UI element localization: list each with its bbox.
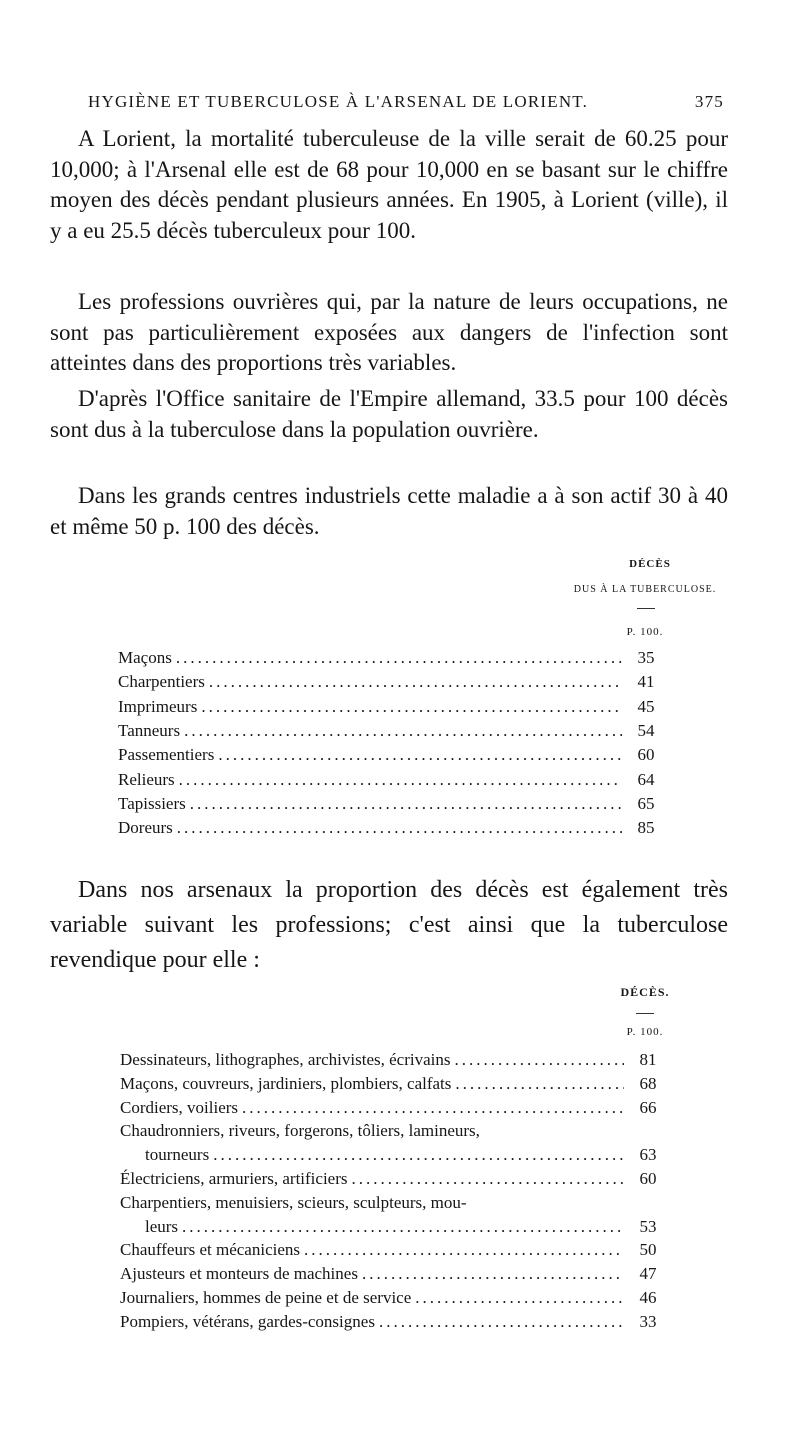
table1-row	[118, 770, 666, 790]
table2-unit: P. 100.	[626, 1026, 664, 1038]
table2-row	[120, 1074, 668, 1094]
table2-row	[120, 1050, 668, 1070]
table1-row	[118, 721, 666, 741]
table1-row-label: Doreurs	[118, 818, 173, 838]
table2-row-label: Ajusteurs et monteurs de machines	[120, 1264, 358, 1284]
table2-row-leader-dots	[415, 1288, 624, 1308]
table2-row-label: tourneurs	[145, 1145, 210, 1165]
paragraph-2: Les professions ouvrières qui, par la nature de leurs occupations, ne sont pas particulièrement exposées aux dangers de l'infection sont atteintes dans des proportions très variables.	[50, 289, 728, 375]
table1-header-line1: DÉCÈS	[629, 558, 671, 570]
table1-row-label: Tanneurs	[118, 720, 181, 740]
table2-row	[145, 1217, 668, 1237]
table2-row	[120, 1169, 668, 1189]
paragraph-3: D'après l'Office sanitaire de l'Empire allemand, 33.5 pour 100 décès sont dus à la tuberculose dans la population ouvrière.	[50, 386, 728, 442]
table2-row-label: Maçons, couvreurs, jardiniers, plombiers, calfats	[120, 1073, 452, 1093]
table2-row-leader-dots	[362, 1264, 624, 1284]
table1-row	[118, 697, 666, 717]
table1-row-value: 41	[637, 672, 655, 692]
table2-row-label: Journaliers, hommes de peine et de service	[120, 1288, 412, 1307]
table1-row-leader-dots	[179, 770, 622, 790]
running-header	[88, 92, 724, 112]
table1-row-label: Passementiers	[118, 745, 215, 765]
table2-row-value: 68	[639, 1073, 657, 1093]
table2-row	[120, 1240, 668, 1260]
table1-header-rule	[637, 608, 655, 609]
table1-header-line2: DUS À LA TUBERCULOSE.	[573, 584, 717, 595]
table2-row-value: 60	[639, 1169, 657, 1188]
table2-row	[120, 1288, 668, 1308]
table2-row-value: 33	[639, 1311, 657, 1331]
table1-unit: P. 100.	[626, 626, 664, 638]
table2-row-label: Chauffeurs et mécaniciens	[120, 1240, 301, 1260]
table2-row-leader-dots	[213, 1145, 624, 1165]
paragraph-5: Dans nos arsenaux la proportion des décès est également très variable suivant les professions; c'est ainsi que la tuberculose revendique pour elle :	[50, 877, 728, 973]
table2-row-leader-dots	[304, 1240, 624, 1260]
table2-row-leader-dots	[455, 1074, 624, 1094]
table1-row-leader-dots	[209, 672, 622, 692]
page-number: 375	[694, 92, 724, 111]
table1-row-label: Imprimeurs	[118, 696, 198, 716]
table2-row-value: 63	[639, 1145, 657, 1165]
table2-row-value: 81	[639, 1050, 657, 1069]
table1-row-value: 64	[637, 769, 655, 789]
table2-row-leader-dots	[379, 1312, 624, 1332]
table2-row-leader-dots	[182, 1217, 624, 1237]
table2-row-leader-dots	[352, 1169, 625, 1189]
table2-row-label-line1: Charpentiers, menuisiers, scieurs, sculpteurs, mou-	[120, 1192, 467, 1212]
table1-row-label: Relieurs	[118, 769, 175, 789]
table2-row-value: 50	[639, 1240, 657, 1260]
table2-row	[120, 1264, 668, 1284]
table1-row	[118, 672, 666, 692]
table2-row	[120, 1098, 668, 1118]
table2-row-leader-dots	[454, 1050, 624, 1070]
table2-row-label: leurs	[145, 1216, 179, 1236]
running-title: HYGIÈNE ET TUBERCULOSE À L'ARSENAL DE LORIENT.	[88, 92, 589, 111]
table2-row-label: Cordiers, voiliers	[120, 1097, 239, 1117]
paragraph-1: A Lorient, la mortalité tuberculeuse de la ville serait de 60.25 pour 10,000; à l'Arsenal elle est de 68 pour 10,000 en se basant sur le chiffre moyen des décès pendant plusieurs années. En 1905, à Lorient (ville), il y a eu 25.5 décès tuberculeux pour 100.	[50, 126, 728, 243]
table2-row	[145, 1145, 668, 1165]
table1-row	[118, 818, 666, 838]
table1-row-value: 45	[637, 696, 655, 716]
table1-row-value: 65	[637, 793, 655, 813]
table2-row-value: 53	[639, 1216, 657, 1236]
table2-row-value: 66	[639, 1097, 657, 1117]
table2-row-value: 46	[639, 1288, 657, 1307]
table1-row-value: 85	[637, 818, 655, 838]
table1-row-value: 35	[637, 648, 655, 667]
table1-row-leader-dots	[218, 745, 622, 765]
table1-row-label: Charpentiers	[118, 672, 205, 692]
table1-row-leader-dots	[176, 648, 622, 668]
table2-row-label: Pompiers, vétérans, gardes-consignes	[120, 1311, 375, 1331]
table1-row-leader-dots	[184, 721, 622, 741]
table2-header: DÉCÈS.	[620, 985, 670, 999]
table2-header-rule	[636, 1013, 654, 1014]
table2-row	[120, 1312, 668, 1332]
table1-row-value: 60	[637, 745, 655, 765]
table2-row-label: Dessinateurs, lithographes, archivistes, écrivains	[120, 1050, 451, 1069]
table2-row-label: Électriciens, armuriers, artificiers	[120, 1169, 348, 1188]
table1-row	[118, 794, 666, 814]
table1-row-leader-dots	[201, 697, 622, 717]
table1-row-label: Tapissiers	[118, 793, 186, 813]
table1-row-label: Maçons	[118, 648, 172, 667]
table1-row	[118, 745, 666, 765]
table2-row-leader-dots	[242, 1098, 624, 1118]
paragraph-4: Dans les grands centres industriels cette maladie a à son actif 30 à 40 et même 50 p. 100 des décès.	[50, 483, 728, 539]
table2-row-label-line1: Chaudronniers, riveurs, forgerons, tôliers, lamineurs,	[120, 1121, 480, 1141]
table1-row-leader-dots	[177, 818, 622, 838]
table2-row-value: 47	[639, 1264, 657, 1284]
table1-row-value: 54	[637, 720, 655, 740]
table1-row-leader-dots	[190, 794, 622, 814]
table1-row	[118, 648, 666, 668]
